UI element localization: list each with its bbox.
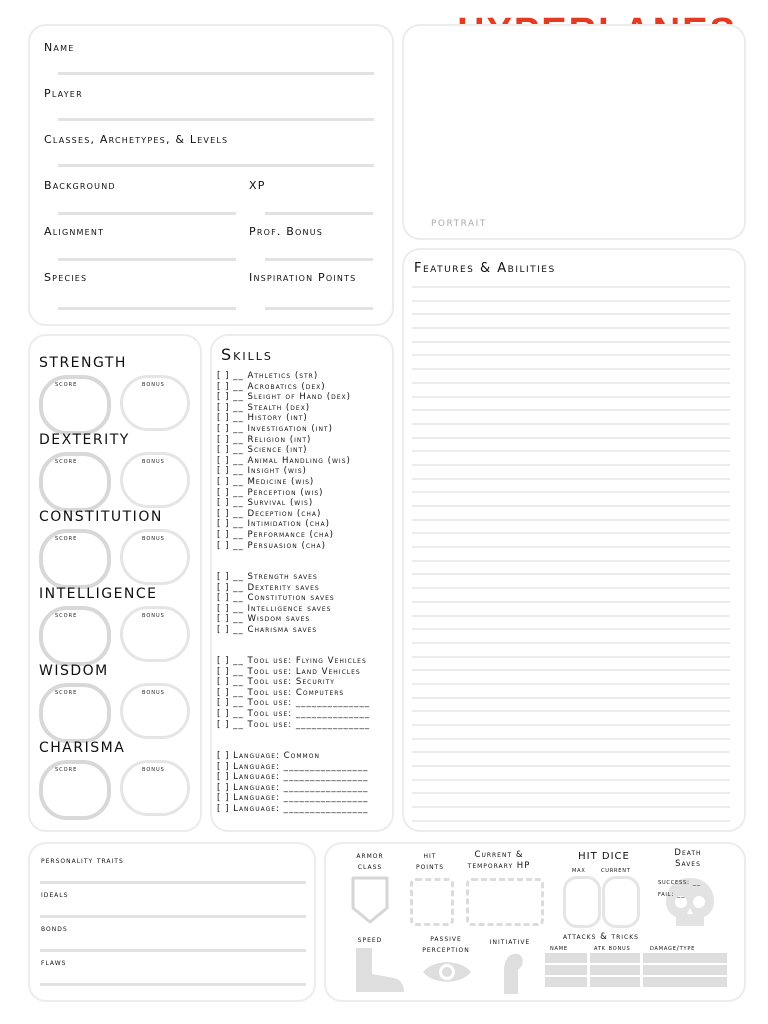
skill-row[interactable]: [ ] __ Insight (wis): [217, 466, 307, 477]
skill-row[interactable]: [ ] __ Deception (cha): [217, 508, 322, 519]
speed-label: speed: [357, 935, 383, 945]
bonds-field[interactable]: [40, 949, 306, 952]
inspiration-field[interactable]: [265, 307, 373, 310]
language-row[interactable]: [ ] Language: ________________: [217, 772, 369, 783]
tool-row[interactable]: [ ] __ Tool use: Land Vehicles: [217, 666, 361, 677]
skill-row[interactable]: [ ] __ Stealth (dex): [217, 402, 311, 413]
hit-dice-current-label: current: [601, 866, 631, 874]
skill-row[interactable]: [ ] __ Science (int): [217, 445, 308, 456]
feature-line[interactable]: [412, 573, 730, 575]
skill-row[interactable]: [ ] __ Survival (wis): [217, 498, 314, 509]
attack-cell[interactable]: [545, 965, 587, 975]
bonus-label: bonus: [142, 765, 165, 773]
ability-name: CONSTITUTION: [39, 509, 163, 525]
score-label: score: [55, 688, 78, 696]
alignment-field[interactable]: [58, 258, 236, 261]
death-success-label[interactable]: success: __: [658, 878, 701, 886]
features-lines[interactable]: [412, 286, 730, 834]
initiative-arm-icon[interactable]: [494, 948, 528, 996]
skill-row[interactable]: [ ] __ Persuasion (cha): [217, 540, 326, 551]
languages-list[interactable]: [217, 751, 368, 815]
hit-points-box[interactable]: [410, 878, 454, 926]
classes-field[interactable]: [58, 164, 374, 167]
feature-line[interactable]: [412, 724, 730, 726]
current-temp-hp-box[interactable]: [466, 878, 544, 926]
traits-panel: [28, 842, 316, 1002]
skill-row[interactable]: [ ] __ Acrobatics (dex): [217, 381, 326, 392]
attack-cell[interactable]: [590, 965, 640, 975]
feature-line[interactable]: [412, 423, 730, 425]
ability-name: CHARISMA: [39, 740, 126, 756]
save-row[interactable]: [ ] __ Strength saves: [217, 572, 318, 582]
skill-row[interactable]: [ ] __ Athletics (str): [217, 371, 319, 381]
feature-line[interactable]: [412, 546, 730, 548]
ability-name: DEXTERITY: [39, 432, 130, 448]
feature-line[interactable]: [412, 300, 730, 302]
feature-line[interactable]: [412, 751, 730, 753]
hit-dice-max-field[interactable]: [563, 876, 601, 928]
feature-line[interactable]: [412, 765, 730, 767]
portrait-panel[interactable]: [402, 24, 746, 240]
score-label: score: [55, 765, 78, 773]
tool-row[interactable]: [ ] __ Tool use: Security: [217, 677, 335, 688]
feature-line[interactable]: [412, 792, 730, 794]
feature-line[interactable]: [412, 286, 730, 288]
alignment-label: Alignment: [44, 225, 105, 238]
feature-line[interactable]: [412, 464, 730, 466]
tool-row[interactable]: [ ] __ Tool use: Computers: [217, 687, 345, 698]
feature-line[interactable]: [412, 806, 730, 808]
personality-field[interactable]: [40, 881, 306, 884]
tool-row[interactable]: [ ] __ Tool use: Flying Vehicles: [217, 656, 367, 666]
atk-damage-header: damage/type: [650, 944, 696, 952]
ability-name: STRENGTH: [39, 355, 127, 371]
tool-row[interactable]: [ ] __ Tool use: ______________: [217, 708, 371, 719]
xp-field[interactable]: [265, 212, 373, 215]
hit-dice-max-label: max: [572, 866, 586, 874]
skill-row[interactable]: [ ] __ Medicine (wis): [217, 476, 315, 487]
feature-line[interactable]: [412, 587, 730, 589]
tool-row[interactable]: [ ] __ Tool use: ______________: [217, 698, 371, 709]
saves-list[interactable]: [217, 572, 335, 636]
skill-row[interactable]: [ ] __ History (int): [217, 413, 308, 424]
feature-line[interactable]: [412, 779, 730, 781]
feature-line[interactable]: [412, 669, 730, 671]
ability-name: WISDOM: [39, 663, 109, 679]
feature-line[interactable]: [412, 697, 730, 699]
feature-line[interactable]: [412, 313, 730, 315]
feature-line[interactable]: [412, 628, 730, 630]
skill-row[interactable]: [ ] __ Animal Handling (wis): [217, 455, 351, 466]
feature-line[interactable]: [412, 354, 730, 356]
skill-row[interactable]: [ ] __ Perception (wis): [217, 487, 324, 498]
feature-line[interactable]: [412, 683, 730, 685]
feature-line[interactable]: [412, 505, 730, 507]
player-label: Player: [44, 87, 83, 100]
feature-line[interactable]: [412, 450, 730, 452]
ideals-label: ideals: [41, 890, 69, 900]
personality-label: personality traits: [41, 856, 124, 866]
score-label: score: [55, 380, 78, 388]
skill-row[interactable]: [ ] __ Investigation (int): [217, 423, 333, 434]
prof-bonus-field[interactable]: [265, 258, 373, 261]
attacks-label: attacks & tricks: [563, 932, 639, 942]
attack-cell[interactable]: [590, 953, 640, 963]
save-row[interactable]: [ ] __ Constitution saves: [217, 593, 335, 604]
atk-bonus-header: atk bonus: [594, 944, 631, 952]
flaws-label: flaws: [41, 958, 67, 968]
attack-cell[interactable]: [643, 977, 727, 987]
feature-line[interactable]: [412, 382, 730, 384]
feature-line[interactable]: [412, 710, 730, 712]
bonus-label: bonus: [142, 688, 165, 696]
feature-line[interactable]: [412, 532, 730, 534]
skills-list[interactable]: [217, 371, 351, 551]
bonus-label: bonus: [142, 380, 165, 388]
bonus-label: bonus: [142, 534, 165, 542]
save-row[interactable]: [ ] __ Intelligence saves: [217, 603, 332, 614]
classes-label: Classes, Archetypes, & Levels: [44, 133, 229, 146]
background-field[interactable]: [58, 212, 236, 215]
bonus-label: bonus: [142, 457, 165, 465]
save-row[interactable]: [ ] __ Dexterity saves: [217, 582, 320, 593]
portrait-label: PORTRAIT: [431, 219, 487, 229]
feature-line[interactable]: [412, 437, 730, 439]
language-row[interactable]: [ ] Language: ________________: [217, 803, 369, 814]
name-field[interactable]: [58, 72, 374, 75]
player-field[interactable]: [58, 118, 374, 121]
xp-label: XP: [249, 179, 266, 192]
tool-row[interactable]: [ ] __ Tool use: ______________: [217, 719, 371, 730]
save-row[interactable]: [ ] __ Wisdom saves: [217, 614, 311, 625]
tools-list[interactable]: [217, 656, 370, 730]
feature-line[interactable]: [412, 615, 730, 617]
species-field[interactable]: [58, 307, 236, 310]
flaws-field[interactable]: [40, 983, 306, 986]
feature-line[interactable]: [412, 656, 730, 658]
feature-line[interactable]: [412, 560, 730, 562]
skills-title: Skills: [221, 345, 273, 364]
feature-line[interactable]: [412, 519, 730, 521]
score-label: score: [55, 611, 78, 619]
feature-line[interactable]: [412, 341, 730, 343]
feature-line[interactable]: [412, 642, 730, 644]
skill-row[interactable]: [ ] __ Sleight of Hand (dex): [217, 392, 351, 403]
feature-line[interactable]: [412, 491, 730, 493]
current-temp-hp-label: Current & temporary HP: [467, 850, 531, 871]
ideals-field[interactable]: [40, 915, 306, 918]
attack-cell[interactable]: [643, 965, 727, 975]
skill-row[interactable]: [ ] __ Intimidation (cha): [217, 519, 330, 530]
armor-shield-icon[interactable]: [349, 874, 391, 926]
score-label: score: [55, 534, 78, 542]
feature-line[interactable]: [412, 601, 730, 603]
feature-line[interactable]: [412, 368, 730, 370]
species-label: Species: [44, 271, 88, 284]
feature-line[interactable]: [412, 409, 730, 411]
skill-row[interactable]: [ ] __ Religion (int): [217, 434, 312, 445]
initiative-label: initiative: [489, 937, 531, 947]
passive-perception-label: passive perception: [422, 934, 470, 955]
hit-dice-current-field[interactable]: [602, 876, 640, 928]
background-label: Background: [44, 179, 116, 192]
prof-bonus-label: Prof. Bonus: [249, 225, 324, 238]
language-row[interactable]: [ ] Language: Common: [217, 751, 320, 761]
hit-dice-label: HIT DICE: [578, 851, 630, 862]
feature-line[interactable]: [412, 820, 730, 822]
ability-name: INTELLIGENCE: [39, 586, 158, 602]
armor-class-label: armor class: [356, 851, 384, 872]
language-row[interactable]: [ ] Language: ________________: [217, 782, 369, 793]
death-fail-label[interactable]: fail: __: [658, 890, 686, 898]
atk-name-header: name: [550, 944, 568, 952]
attack-cell[interactable]: [643, 953, 727, 963]
features-title: Features & Abilities: [414, 261, 556, 276]
feature-line[interactable]: [412, 396, 730, 398]
bonus-label: bonus: [142, 611, 165, 619]
feature-line[interactable]: [412, 478, 730, 480]
boot-icon[interactable]: [350, 944, 410, 996]
attack-cell[interactable]: [590, 977, 640, 987]
eye-icon[interactable]: [420, 956, 474, 988]
feature-line[interactable]: [412, 738, 730, 740]
score-label: score: [55, 457, 78, 465]
attack-cell[interactable]: [545, 977, 587, 987]
bonds-label: bonds: [41, 924, 68, 934]
name-label: Name: [44, 41, 75, 54]
inspiration-label: Inspiration Points: [249, 271, 357, 284]
attack-cell[interactable]: [545, 953, 587, 963]
language-row[interactable]: [ ] Language: ________________: [217, 793, 369, 804]
feature-line[interactable]: [412, 327, 730, 329]
death-saves-label: Death Saves: [674, 848, 702, 869]
skill-row[interactable]: [ ] __ Performance (cha): [217, 529, 334, 540]
language-row[interactable]: [ ] Language: ________________: [217, 761, 369, 772]
save-row[interactable]: [ ] __ Charisma saves: [217, 624, 318, 635]
hit-points-label: hit points: [415, 851, 445, 872]
